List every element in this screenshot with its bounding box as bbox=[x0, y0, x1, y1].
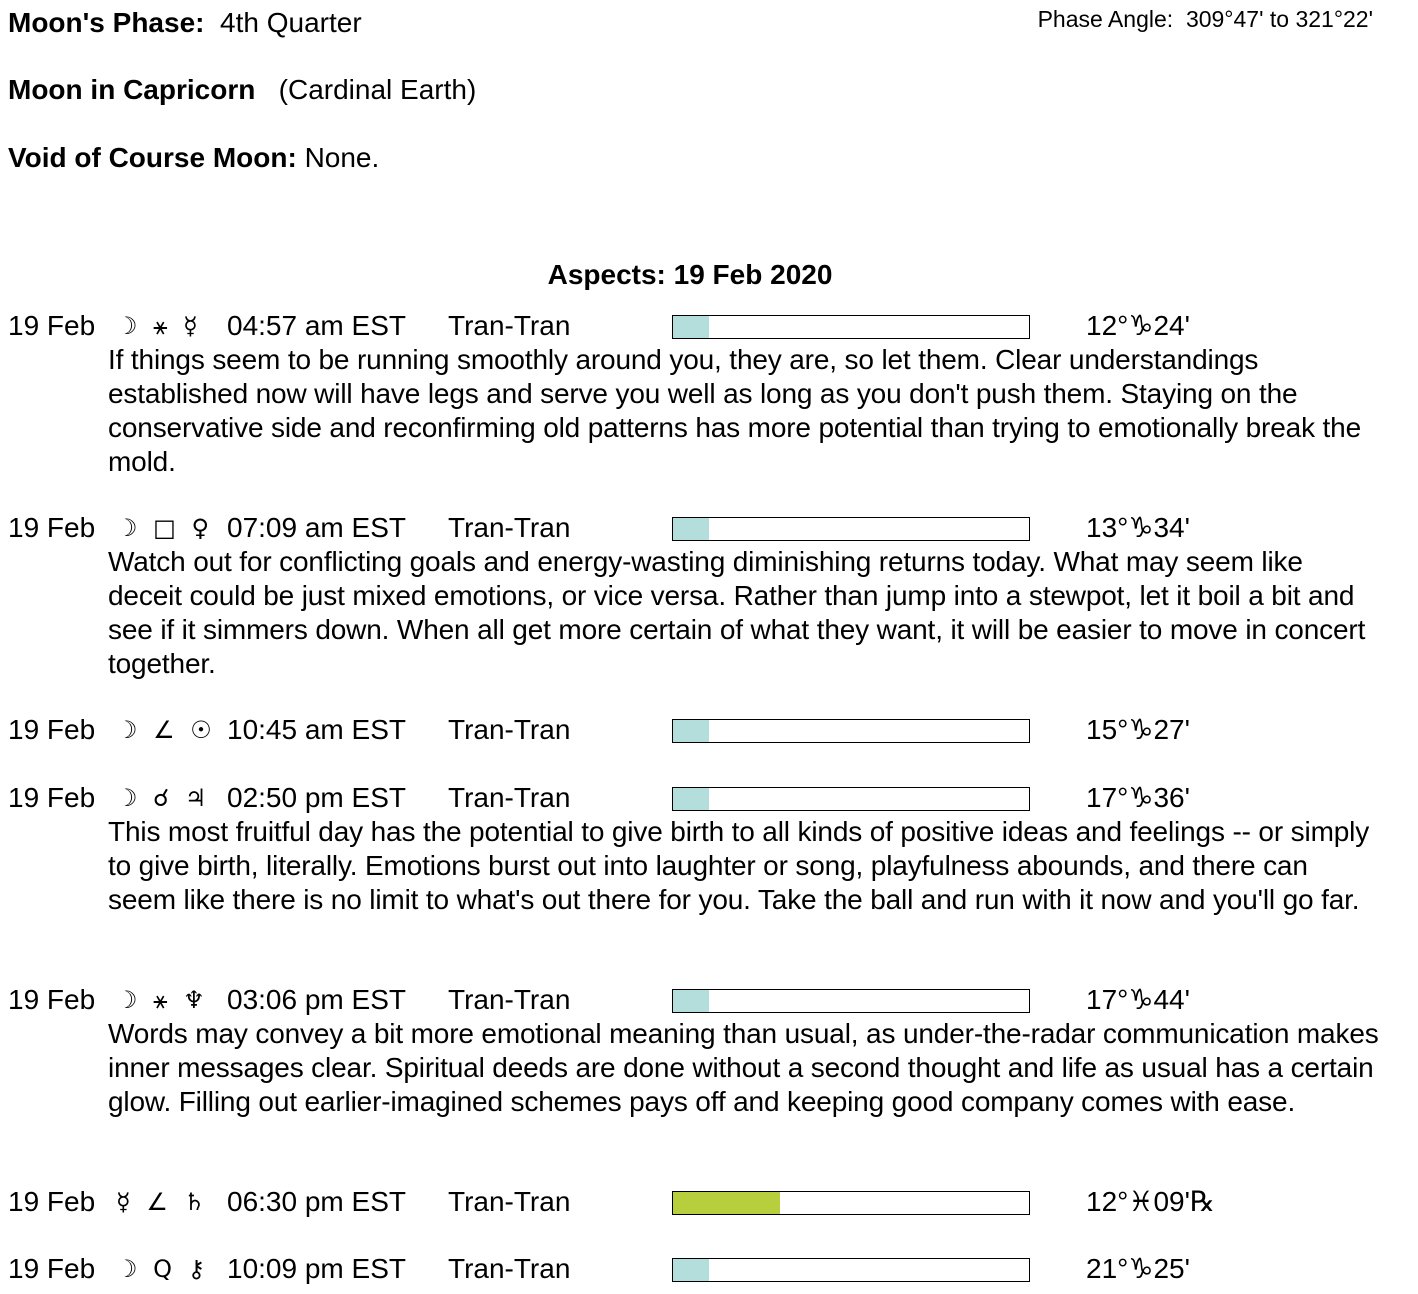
aspect-strength-bar bbox=[672, 787, 1030, 811]
aspect-position: 21°♑25' bbox=[1086, 1253, 1190, 1284]
aspect-strength-bar bbox=[672, 1191, 1030, 1215]
aspect-strength-fill bbox=[673, 518, 709, 540]
aspect-time: 03:06 pm EST bbox=[227, 984, 406, 1015]
aspect-type: Tran-Tran bbox=[448, 1186, 571, 1217]
aspect-strength-bar bbox=[672, 1258, 1030, 1282]
aspect-date: 19 Feb bbox=[8, 984, 96, 1015]
aspect-type: Tran-Tran bbox=[448, 1253, 571, 1284]
aspect-strength-fill bbox=[673, 788, 709, 810]
aspect-strength-fill bbox=[673, 1192, 780, 1214]
void-label: Void of Course Moon: bbox=[8, 142, 297, 173]
aspect-time: 02:50 pm EST bbox=[227, 782, 406, 813]
aspect-glyphs: ☽ ☌ ♃ bbox=[116, 784, 211, 812]
moon-phase-label: Moon's Phase: bbox=[8, 7, 205, 38]
void-of-course-moon bbox=[8, 141, 379, 175]
aspect-position: 17°♑36' bbox=[1086, 782, 1190, 813]
aspect-glyphs: ☽ □ ♀ bbox=[116, 514, 214, 542]
aspect-time: 07:09 am EST bbox=[227, 512, 406, 543]
aspect-entry bbox=[0, 309, 1418, 479]
aspect-glyphs: ☽ ⚹ ☿ bbox=[116, 312, 202, 340]
aspect-description: Watch out for conflicting goals and energy-wasting diminishing returns today. What may seem like deceit could be just mixed emotions, or vice versa. Rather than jump into a stewpot, let it boil a bit and see if it simmers down. When all get more certain of what they want, it will be easier to move in concert together. bbox=[108, 546, 1366, 679]
aspect-date: 19 Feb bbox=[8, 1253, 96, 1284]
aspect-strength-bar bbox=[672, 315, 1030, 339]
aspect-type: Tran-Tran bbox=[448, 310, 571, 341]
aspect-type: Tran-Tran bbox=[448, 512, 571, 543]
aspect-date: 19 Feb bbox=[8, 782, 96, 813]
aspect-strength-fill bbox=[673, 1259, 709, 1281]
aspect-glyphs: ☽ Q ⚷ bbox=[116, 1255, 210, 1283]
aspect-description: Words may convey a bit more emotional meaning than usual, as under-the-radar communication makes inner messages clear. Spiritual deeds are done without a second thought and life as usual has a certain glow. Filling out earlier-imagined schemes pays off and keeping good company comes with ease. bbox=[108, 1018, 1379, 1117]
aspect-strength-bar bbox=[672, 989, 1030, 1013]
aspect-date: 19 Feb bbox=[8, 714, 96, 745]
aspect-strength-bar bbox=[672, 719, 1030, 743]
moon-phase-value: 4th Quarter bbox=[220, 7, 362, 38]
aspect-glyphs: ☿ ∠ ♄ bbox=[116, 1188, 210, 1216]
aspect-position: 12°♓09'℞ bbox=[1086, 1186, 1216, 1217]
aspect-date: 19 Feb bbox=[8, 310, 96, 341]
aspect-entry bbox=[0, 781, 1418, 917]
aspect-time: 10:09 pm EST bbox=[227, 1253, 406, 1284]
void-value: None. bbox=[304, 142, 380, 173]
aspect-time: 06:30 pm EST bbox=[227, 1186, 406, 1217]
aspect-glyphs: ☽ ∠ ☉ bbox=[116, 716, 216, 744]
phase-angle bbox=[1038, 4, 1373, 34]
aspects-title: Aspects: 19 Feb 2020 bbox=[547, 259, 833, 290]
aspect-strength-fill bbox=[673, 316, 709, 338]
aspect-description: This most fruitful day has the potential to give birth to all kinds of positive ideas and feelings -- or simply to give birth, literally. Emotions burst out into laughter or song, playfulness abounds, and there can seem like there is no limit to what's out there for you. Take the ball and run with it now and you'll go far. bbox=[108, 816, 1370, 915]
aspect-position: 15°♑27' bbox=[1086, 714, 1190, 745]
moon-sign-detail: (Cardinal Earth) bbox=[278, 74, 477, 105]
aspect-entry bbox=[0, 1252, 1418, 1286]
aspect-type: Tran-Tran bbox=[448, 984, 571, 1015]
aspect-description: If things seem to be running smoothly around you, they are, so let them. Clear understandings established now will have legs and serve you well as long as you don't push them. Staying on the conservative side and reconfirming old patterns has more potential than trying to emotionally break the mold. bbox=[108, 344, 1362, 477]
aspect-entry bbox=[0, 511, 1418, 681]
aspect-strength-fill bbox=[673, 990, 709, 1012]
aspect-position: 17°♑44' bbox=[1086, 984, 1190, 1015]
aspect-type: Tran-Tran bbox=[448, 714, 571, 745]
phase-angle-label: Phase Angle: bbox=[1037, 6, 1174, 32]
moon-sign-label: Moon in Capricorn bbox=[8, 74, 256, 105]
aspect-glyphs: ☽ ⚹ ♆ bbox=[116, 986, 209, 1014]
aspect-strength-fill bbox=[673, 720, 709, 742]
aspect-entry bbox=[0, 1185, 1418, 1219]
aspect-date: 19 Feb bbox=[8, 1186, 96, 1217]
moon-sign bbox=[8, 73, 476, 107]
phase-angle-value: 309°47' to 321°22' bbox=[1185, 6, 1373, 32]
aspect-time: 04:57 am EST bbox=[227, 310, 406, 341]
aspect-type: Tran-Tran bbox=[448, 782, 571, 813]
aspect-strength-bar bbox=[672, 517, 1030, 541]
aspect-position: 12°♑24' bbox=[1086, 310, 1190, 341]
aspect-time: 10:45 am EST bbox=[227, 714, 406, 745]
moon-phase bbox=[8, 6, 362, 40]
aspect-entry bbox=[0, 983, 1418, 1119]
aspect-date: 19 Feb bbox=[8, 512, 96, 543]
aspect-position: 13°♑34' bbox=[1086, 512, 1190, 543]
aspect-entry bbox=[0, 713, 1418, 747]
